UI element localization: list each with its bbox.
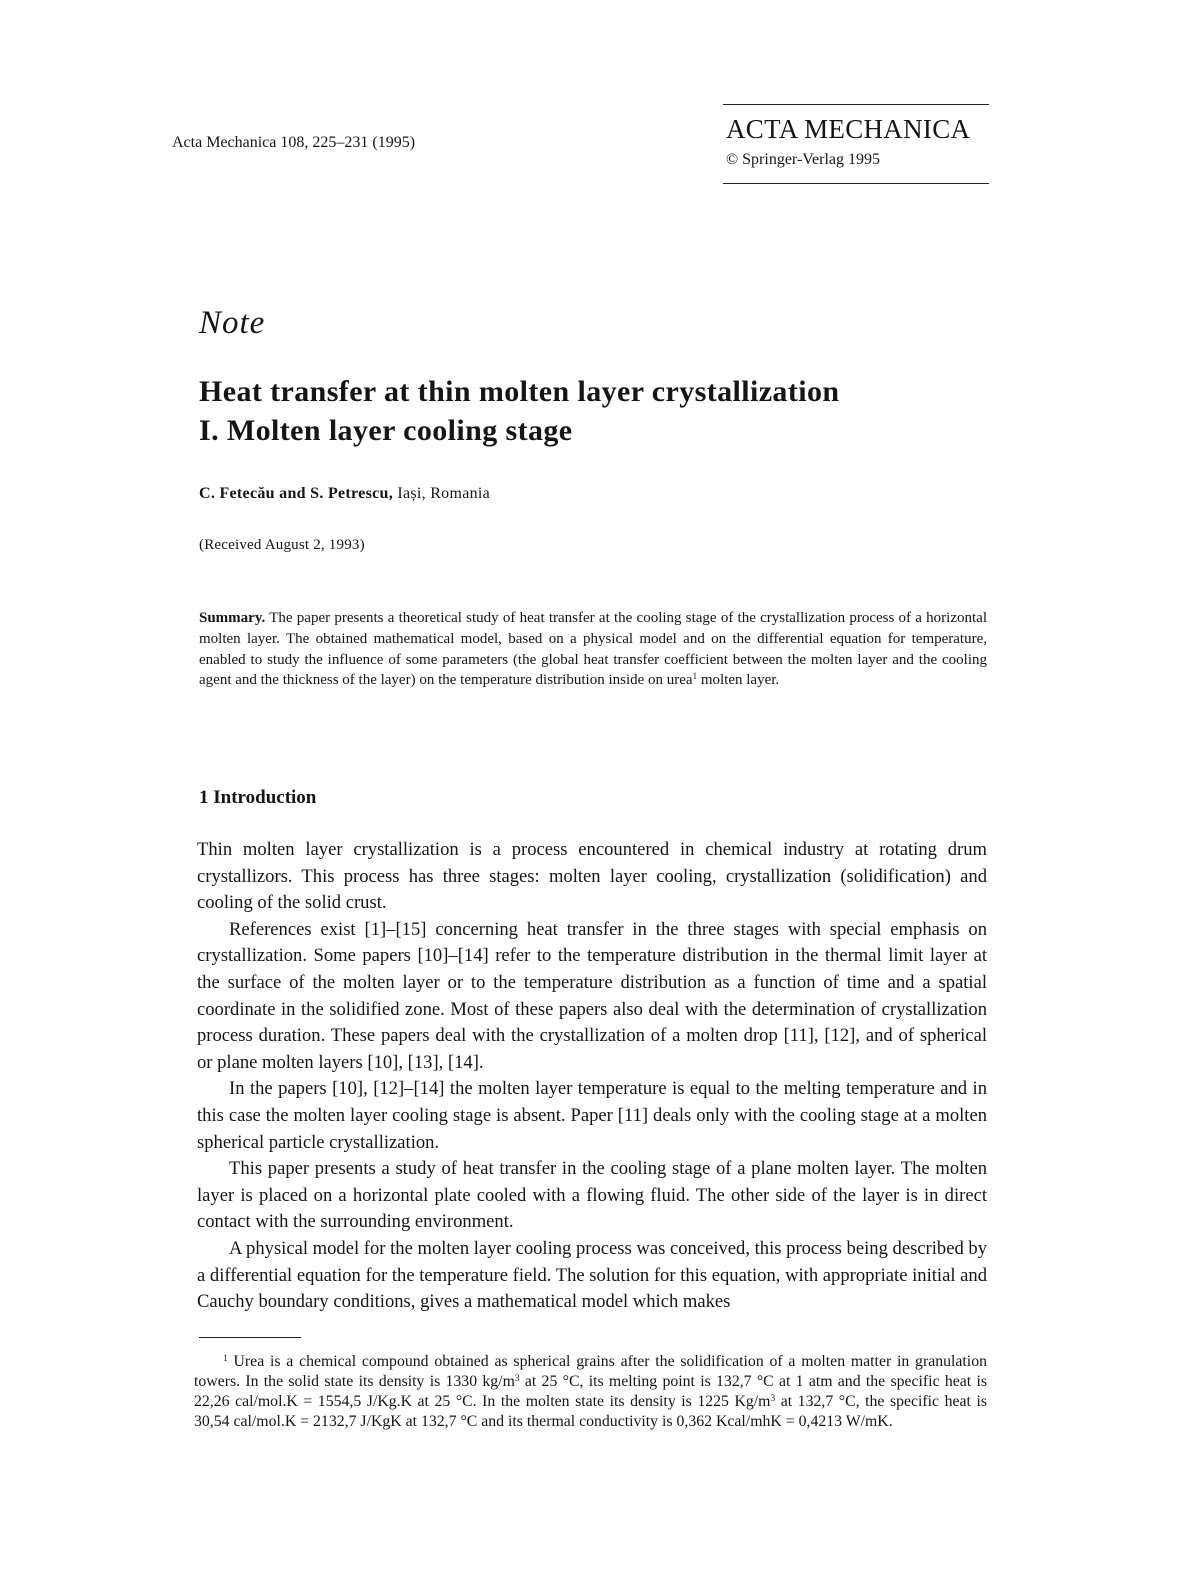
summary-text-end: molten layer.: [697, 672, 780, 689]
summary-label: Summary.: [199, 610, 266, 626]
masthead-bottom-rule: [723, 183, 989, 184]
footnote-text-2: at 25 °C, its melting point is 132,7 °C at 1 atm and the specific heat is 22,26 cal/mol.K = 1554,5 J/Kg.K at 25 °C. In the molten state its density is 1225 Kg/m: [194, 1373, 987, 1410]
received-date: (Received August 2, 1993): [199, 537, 365, 553]
section-heading-introduction: 1 Introduction: [199, 787, 317, 808]
intro-paragraph-1: Thin molten layer crystallization is a process encountered in chemical industry at rotating drum crystallizors. This process has three stages: molten layer cooling, crystallization (solidification) and cooling of the solid crust.: [197, 839, 987, 914]
footnote-exponent-2: 3: [770, 1393, 776, 1404]
footnote: [194, 1352, 987, 1432]
footnote-exponent: 3: [514, 1373, 520, 1384]
paper-title: [199, 372, 839, 450]
footnote-reference: 1: [692, 671, 698, 682]
masthead-copyright: © Springer-Verlag 1995: [726, 151, 881, 168]
intro-paragraph-4: This paper presents a study of heat transfer in the cooling stage of a plane molten layer. The molten layer is placed on a horizontal plate cooled with a flowing fluid. The other side of the layer is in direct contact with the surrounding environment.: [197, 1158, 987, 1233]
journal-masthead: [723, 104, 989, 184]
paper-title-line-2: I. Molten layer cooling stage: [199, 414, 573, 447]
intro-paragraph-5: A physical model for the molten layer cooling process was conceived, this process being described by a differential equation for the temperature field. The solution for this equation, with appropriate initial and Cauchy boundary conditions, gives a mathematical model which makes: [197, 1237, 988, 1313]
journal-citation: Acta Mechanica 108, 225–231 (1995): [172, 134, 416, 151]
footnote-text: Urea is a chemical compound obtained as spherical grains after the solidification of a molten matter in granulation towers. In the solid state its density is 1330 kg/m: [194, 1353, 987, 1390]
intro-paragraph-3: In the papers [10], [12]–[14] the molten layer temperature is equal to the melting temperature and in this case the molten layer cooling stage is absent. Paper [11] deals only with the cooling stage at a molten spherical particle crystallization.: [197, 1078, 987, 1153]
author-line: [199, 485, 490, 503]
intro-paragraph-2: References exist [1]–[15] concerning heat transfer in the three stages with special emphasis on crystallization. Some papers [10]–[14] refer to the temperature distribution in the thermal limit layer at the surface of the molten layer or to the temperature distribution as a function of time and a spatial coordinate in the solidified zone. Most of these papers also deal with the determination of crystallization process duration. These papers deal with the crystallization of a molten drop [11], [12], and of spherical or plane molten layers [10], [13], [14].: [197, 918, 987, 1073]
paper-title-line-1: Heat transfer at thin molten layer crystallization: [199, 375, 840, 408]
footnote-text-3: at 132,7 °C, the specific heat is 30,54 cal/mol.K = 2132,7 J/KgK at 132,7 °C and its thermal conductivity is 0,362 Kcal/mhK = 0,4213 W/mK.: [194, 1393, 987, 1430]
masthead-title: ACTA MECHANICA: [726, 114, 971, 144]
footnote-separator: [199, 1337, 301, 1338]
author-names: C. Fetecău and S. Petrescu,: [199, 485, 393, 502]
author-affiliation: Iași, Romania: [397, 485, 491, 502]
note-label: Note: [199, 305, 266, 341]
introduction-body: [197, 837, 987, 1316]
footnote-mark: 1: [223, 1353, 228, 1364]
summary-abstract: [199, 608, 987, 691]
summary-text: The paper presents a theoretical study of heat transfer at the cooling stage of the crystallization process of a horizontal molten layer. The obtained mathematical model, based on a physical model and on the differential equation for temperature, enabled to study the influence of some parameters (the global heat transfer coefficient between the molten layer and the cooling agent and the thickness of the layer) on the temperature distribution inside on urea: [199, 610, 987, 689]
masthead-top-rule: [723, 104, 989, 105]
